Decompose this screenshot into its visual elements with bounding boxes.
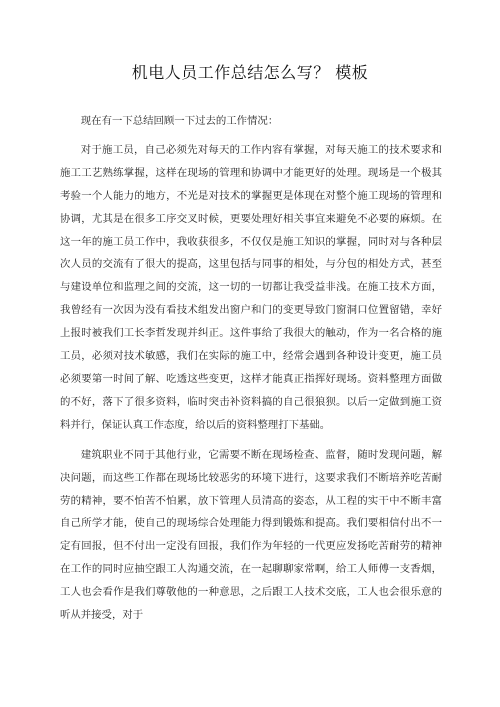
document-body: [60, 110, 442, 634]
intro-paragraph: 现在有一下总结回顾一下过去的工作情况：: [80, 115, 279, 127]
document-title: 机电人员工作总结怎么写？ 模板: [131, 63, 369, 82]
body-paragraph-1: 对于施工员，自己必须先对每天的工作内容有掌握，对每天施工的技术要求和施工工艺熟练掌握，这样在现场的管理和协调中才能更好的处理。现场是一个极其考验一个人能力的地方，不光是对技术的掌握更是体现在对整个施工现场的管理和协调，尤其是在很多工序交叉时候，更要处理好相关事宜来避免不必要的麻烦。在这一年的施工员工作中，我收获很多，不仅仅是施工知识的掌握，同时对与各种层次人员的交流有了很大的提高，这里包括与同事的相处，与分包的相处方式，甚至与建设单位和监理之间的交流，这一切的一切都让我受益非浅。在施工技术方面，我曾经有一次因为没有看技术组发出窗户和门的变更导致门窗洞口位置留错，幸好上报时被我们工长李哲发现并纠正。这件事给了我很大的触动，作为一名合格的施工员，必须对技术敏感，我们在实际的施工中，经常会遇到各种设计变更，施工员必须要第一时间了解、吃透这些变更，这样才能真正指挥好现场。资料整理方面做的不好，落下了很多资料，临时突击补资料搞的自己很狼狈。以后一定做到施工资料并行，保证认真工作态度，给以后的资料整理打下基础。: [60, 143, 442, 431]
body-paragraph-2: 建筑职业不同于其他行业，它需要不断在现场检查、监督，随时发现问题，解决问题，而这些工作都在现场比较恶劣的环境下进行，这要求我们不断培养吃苦耐劳的精神，要不怕苦不怕累，放下管理人员清高的姿态，从工程的实干中不断丰富自己所学才能，使自己的现场综合处理能力得到锻炼和提高。我们要相信付出不一定有回报，但不付出一定没有回报，我们作为年轻的一代更应发扬吃苦耐劳的精神在工作的同时应抽空跟工人沟通交流，在一起聊聊家常啊，给工人师傅一支香烟，工人也会看作是我们尊敬他的一种意思，之后跟工人技术交底，工人也会很乐意的听从并接受，对于: [60, 448, 442, 622]
